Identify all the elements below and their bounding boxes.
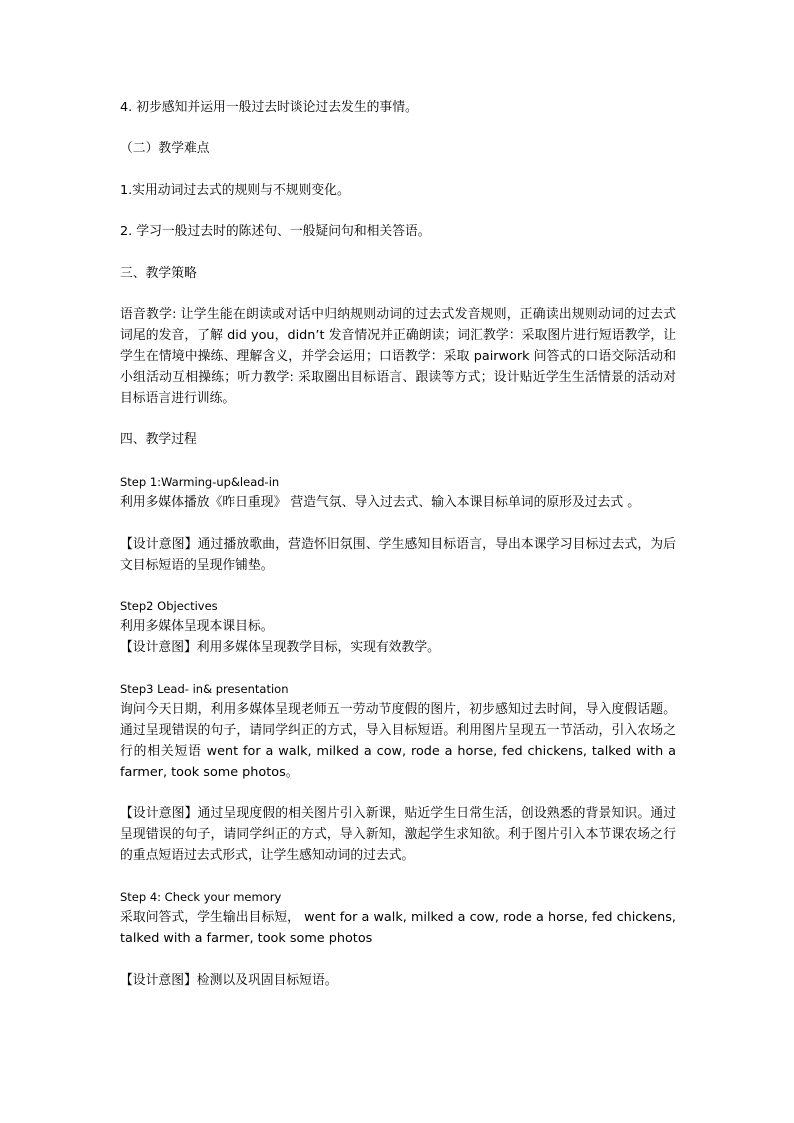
step4-intent: 【设计意图】检测以及巩固目标短语。 — [120, 973, 338, 988]
difficulty-item-1: 1.实用动词过去式的规则与不规则变化。 — [120, 183, 350, 198]
step3-intent: 【设计意图】通过呈现度假的相关图片引入新课，贴近学生日常生活，创设熟悉的背景知识。通过呈现错误的句子，请同学纠正的方式，导入新知，激起学生求知欲。利于图片引入本节课农场之行的重点短语过去式形式，让学生感知动词的过去式。 — [120, 806, 676, 863]
step1-body: 利用多媒体播放《昨日重现》 营造气氛、导入过去式、输入本课目标单词的原形及过去式 。 — [120, 495, 641, 510]
process-heading: 四、教学过程 — [120, 432, 197, 447]
step3-title: Step3 Lead- in& presentation — [120, 682, 289, 696]
objective-item-4: 4. 初步感知并运用一般过去时谈论过去发生的事情。 — [120, 100, 418, 115]
strategy-heading: 三、教学策略 — [120, 266, 197, 281]
step2-intent: 【设计意图】利用多媒体呈现教学目标，实现有效教学。 — [120, 640, 440, 655]
step1-intent: 【设计意图】通过播放歌曲，营造怀旧氛围、学生感知目标语言，导出本课学习目标过去式，为后文目标短语的呈现作铺垫。 — [120, 537, 676, 573]
step4-body: 采取问答式，学生输出目标短， went for a walk, milked a cow, rode a horse, fed chickens, talked with a farmer, took some photos — [120, 910, 676, 946]
step2-title: Step2 Objectives — [120, 599, 218, 613]
step2-body: 利用多媒体呈现本课目标。 — [120, 619, 274, 634]
step3-body: 询问今天日期，利用多媒体呈现老师五一劳动节度假的图片，初步感知过去时间，导入度假话题。通过呈现错误的句子，请同学纠正的方式，导入目标短语。利用图片呈现五一节活动，引入农场之行的相关短语 went for a walk, milked a cow, rode a horse, fed chickens, talked with a farmer, took some photos。 — [120, 702, 676, 780]
step4-title: Step 4: Check your memory — [120, 890, 282, 904]
difficulty-item-2: 2. 学习一般过去时的陈述句、一般疑问句和相关答语。 — [120, 224, 431, 239]
difficulties-heading: （二）教学难点 — [120, 141, 210, 156]
strategy-paragraph: 语音教学: 让学生能在朗读或对话中归纳规则动词的过去式发音规则，正确读出规则动词的过去式词尾的发音，了解 did you，didn’t 发音情况并正确朗读；词汇教学：采取图片进行短语教学，让学生在情境中操练、理解含义，并学会运用；口语教学：采取 pairwork 问答式的口语交际活动和小组活动互相操练；听力教学: 采取圈出目标语言、跟读等方式；设计贴近学生生活情景的活动对目标语言进行训练。 — [120, 307, 676, 406]
step1-title: Step 1:Warming-up&lead-in — [120, 475, 280, 489]
